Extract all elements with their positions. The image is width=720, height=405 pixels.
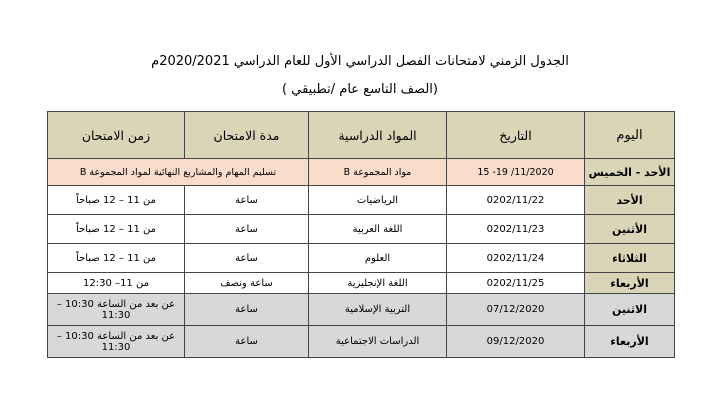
cell-subject: العلوم [309, 244, 447, 273]
cell-subject: الدراسات الاجتماعية [309, 326, 447, 358]
cell-date: 07/12/2020 [447, 294, 585, 326]
cell-duration: ساعة ونصف [185, 273, 309, 294]
table-row [48, 273, 675, 294]
header-duration: مدة الامتحان [185, 112, 309, 159]
document-subtitle: (الصف التاسع عام /تطبيقي ) [282, 82, 438, 97]
table-row [48, 215, 675, 244]
cell-duration: ساعة [185, 215, 309, 244]
cell-date: 0202/11/22 [447, 186, 585, 215]
cell-duration: ساعة [185, 186, 309, 215]
exam-schedule-table [47, 111, 675, 358]
cell-day: الأحد [585, 186, 675, 215]
header-time: زمن الامتحان [48, 112, 185, 159]
document-title: الجدول الزمني لامتحانات الفصل الدراسي الأول للعام الدراسي 2020/2021م [151, 54, 569, 69]
cell-date: 15 -19 /11/2020 [447, 159, 585, 186]
cell-time: من 11 – 12 صباحاً [48, 215, 185, 244]
cell-date: 0202/11/23 [447, 215, 585, 244]
cell-day: الأربعاء [585, 326, 675, 358]
cell-time: من 11 – 12 صباحاً [48, 244, 185, 273]
cell-day: الثلاثاء [585, 244, 675, 273]
table-row [48, 244, 675, 273]
cell-duration: ساعة [185, 294, 309, 326]
cell-subject: اللغة العربية [309, 215, 447, 244]
cell-day: الأثنين [585, 215, 675, 244]
cell-time: عن بعد من الساعة 10:30 – 11:30 [48, 326, 185, 358]
header-day: اليوم [585, 112, 675, 159]
cell-duration: ساعة [185, 326, 309, 358]
cell-time: عن بعد من الساعة 10:30 – 11:30 [48, 294, 185, 326]
group-b-row [48, 159, 675, 186]
cell-duration: ساعة [185, 244, 309, 273]
header-date: التاريخ [447, 112, 585, 159]
cell-subject: اللغة الإنجليزية [309, 273, 447, 294]
cell-day: الاثنين [585, 294, 675, 326]
cell-subject: مواد المجموعة B [309, 159, 447, 186]
cell-time: من 11 – 12 صباحاً [48, 186, 185, 215]
cell-date: 0202/11/25 [447, 273, 585, 294]
table-row [48, 326, 675, 358]
cell-time: من 11– 12:30 [48, 273, 185, 294]
cell-subject: التربية الإسلامية [309, 294, 447, 326]
table-row [48, 294, 675, 326]
table-header-row [48, 112, 675, 159]
cell-subject: الرياضيات [309, 186, 447, 215]
cell-day: الأربعاء [585, 273, 675, 294]
cell-day: الأحد - الخميس [585, 159, 675, 186]
cell-date: 0202/11/24 [447, 244, 585, 273]
table-row [48, 186, 675, 215]
header-subjects: المواد الدراسية [309, 112, 447, 159]
cell-date: 09/12/2020 [447, 326, 585, 358]
cell-task: تسليم المهام والمشاريع النهائية لمواد المجموعة B [48, 159, 309, 186]
